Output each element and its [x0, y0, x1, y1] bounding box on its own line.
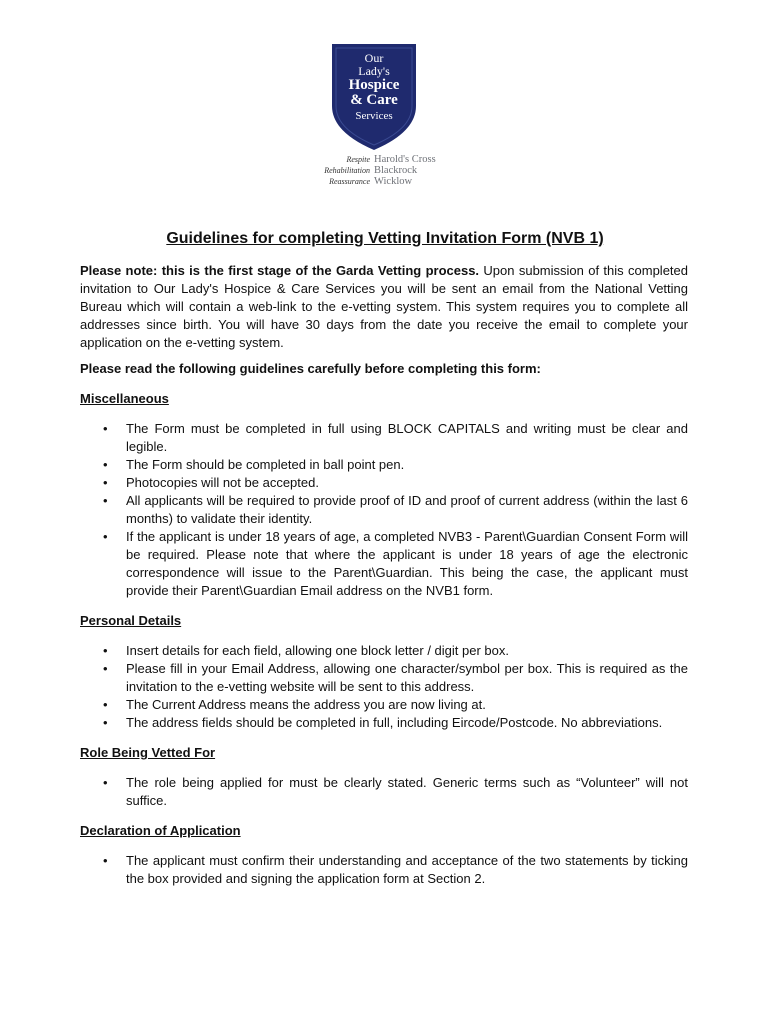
intro-bold: Please note: this is the first stage of the Garda Vetting process.	[80, 263, 480, 278]
bullet-icon: •	[103, 697, 108, 712]
list-item	[80, 714, 688, 732]
list-item	[80, 774, 688, 810]
document-body	[80, 262, 688, 888]
role-list	[80, 774, 688, 810]
intro-paragraph	[80, 262, 688, 352]
bullet-icon: •	[103, 643, 108, 658]
bullet-icon: •	[103, 421, 108, 436]
list-item	[80, 474, 688, 492]
tagline-location: Wicklow	[374, 176, 413, 187]
section-heading-miscellaneous: Miscellaneous	[80, 391, 169, 406]
list-item-text: If the applicant is under 18 years of age, a completed NVB3 - Parent\Guardian Consent Form will be required. Please note that where the applicant is under 18 years of age the electronic correspondence will issue to the Parent\Guardian. This being the case, the applicant must provide their Parent\Guardian Email address on the NVB1 form.	[126, 529, 688, 598]
list-item-text: The address fields should be completed in full, including Eircode/Postcode. No abbreviations.	[126, 715, 663, 730]
list-item-text: Photocopies will not be accepted.	[126, 475, 319, 490]
logo-line-care: & Care	[350, 92, 398, 108]
list-item-text: The Current Address means the address you are now living at.	[126, 697, 486, 712]
read-guidelines-line: Please read the following guidelines carefully before completing this form:	[80, 361, 541, 376]
tagline-value: Respite	[346, 155, 370, 164]
bullet-icon: •	[103, 493, 108, 508]
list-item	[80, 528, 688, 600]
bullet-icon: •	[103, 661, 108, 676]
logo-line-our: Our	[364, 51, 384, 65]
list-item-text: The applicant must confirm their understanding and acceptance of the two statements by ticking the box provided and signing the application form at Section 2.	[126, 853, 688, 886]
list-item	[80, 420, 688, 456]
list-item-text: Insert details for each field, allowing one block letter / digit per box.	[126, 643, 509, 658]
list-item	[80, 852, 688, 888]
bullet-icon: •	[103, 775, 108, 790]
intro-text: Upon submission of this completed invitation to Our Lady's Hospice & Care Services you will be sent an email from the National Vetting Bureau which will contain a web-link to the e-vetting system. This system requires you to complete all addresses since birth. You will have 30 days from the date you receive the email to complete your application on the e-vetting system.	[80, 263, 688, 350]
logo-line-ladys: Lady's	[358, 64, 390, 78]
logo-line-services: Services	[355, 110, 393, 122]
section-heading-declaration: Declaration of Application	[80, 823, 241, 838]
declaration-list	[80, 852, 688, 888]
section-heading-role: Role Being Vetted For	[80, 745, 216, 760]
list-item-text: The Form must be completed in full using BLOCK CAPITALS and writing must be clear and legible.	[126, 421, 688, 454]
list-item	[80, 642, 688, 660]
list-item	[80, 660, 688, 696]
bullet-icon: •	[103, 475, 108, 490]
tagline-row	[320, 165, 460, 176]
list-item-text: The role being applied for must be clearly stated. Generic terms such as “Volunteer” will not suffice.	[126, 775, 688, 808]
logo-tagline	[320, 154, 460, 187]
list-item-text: Please fill in your Email Address, allowing one character/symbol per box. This is required as the invitation to the e-vetting website will be sent to this address.	[126, 661, 688, 694]
tagline-value: Reassurance	[329, 177, 370, 186]
logo-line-hospice: Hospice	[348, 77, 400, 93]
list-item-text: The Form should be completed in ball point pen.	[126, 457, 405, 472]
list-item	[80, 456, 688, 474]
bullet-icon: •	[103, 529, 108, 544]
logo-wordmark	[332, 52, 416, 123]
tagline-row	[320, 154, 460, 165]
bullet-icon: •	[103, 457, 108, 472]
miscellaneous-list	[80, 420, 688, 600]
tagline-row	[320, 176, 460, 187]
tagline-location: Harold's Cross	[374, 154, 436, 165]
section-heading-personal-details: Personal Details	[80, 613, 182, 628]
page-title: Guidelines for completing Vetting Invitation Form (NVB 1)	[166, 230, 604, 247]
list-item	[80, 696, 688, 714]
personal-details-list	[80, 642, 688, 732]
list-item	[80, 492, 688, 528]
list-item-text: All applicants will be required to provide proof of ID and proof of current address (within the last 6 months) to validate their identity.	[126, 493, 688, 526]
bullet-icon: •	[103, 853, 108, 868]
bullet-icon: •	[103, 715, 108, 730]
tagline-value: Rehabilitation	[324, 166, 370, 175]
hospice-logo	[320, 44, 460, 194]
tagline-location: Blackrock	[374, 165, 418, 176]
